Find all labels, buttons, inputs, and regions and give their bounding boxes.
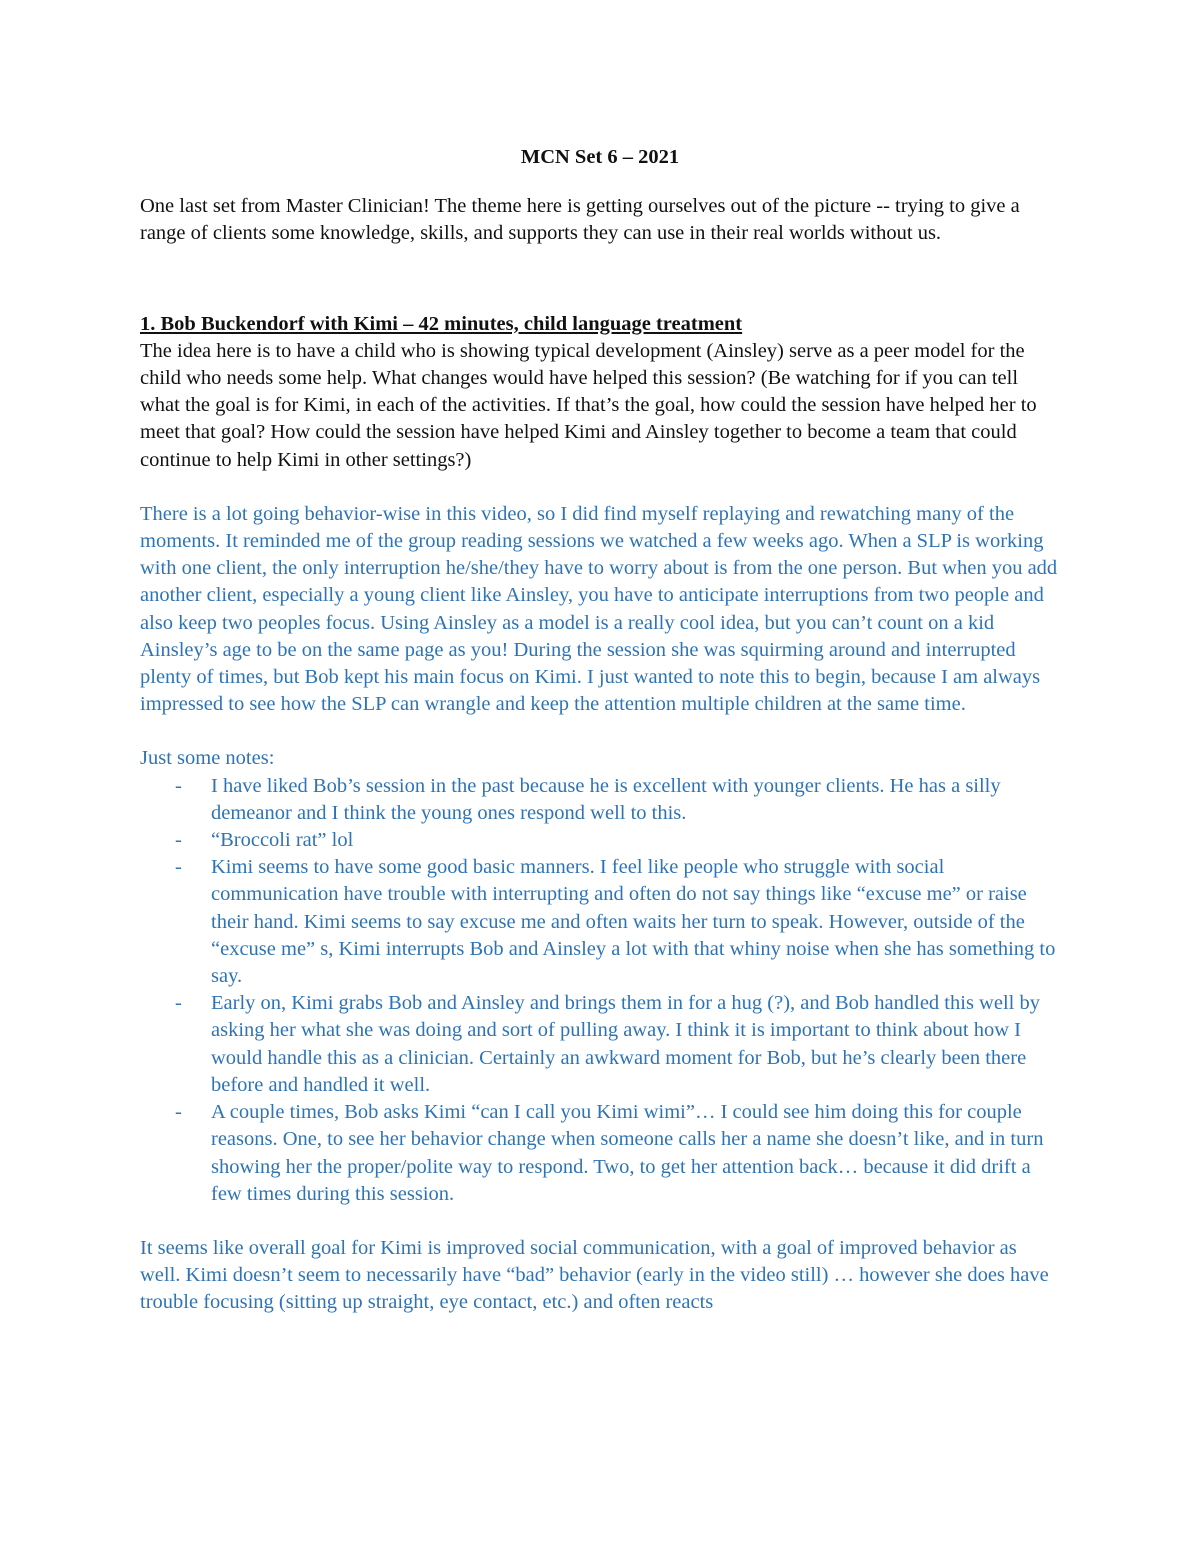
bullet-dash: - [175,829,182,852]
bullet-dash: - [175,992,182,1015]
notes-label: Just some notes: [140,747,275,770]
document-title: MCN Set 6 – 2021 [520,146,680,168]
list-item [140,854,1060,990]
list-item [140,990,1060,1099]
bullet-dash: - [175,774,182,797]
list-item-text: “Broccoli rat” lol [211,829,354,852]
list-item [140,1099,1060,1208]
section-prompt: The idea here is to have a child who is showing typical development (Ainsley) serve as a peer model for the child who needs some help. What changes would have helped this session? (Be watching for if you can tell what the goal is for Kimi, in each of the activities. If that’s the goal, how could the session have helped her to meet that goal? How could the session have helped Kimi and Ainsley together to become a team that could continue to help Kimi in other settings?) [140,339,1037,471]
list-item-text: A couple times, Bob asks Kimi “can I call you Kimi wimi”… I could see him doing this for couple reasons. One, to see her behavior change when someone calls her a name she doesn’t like, and in turn showing her the proper/polite way to respond. Two, to get her attention back… because it did drift a few times during this session. [211,1101,1044,1205]
intro-paragraph: One last set from Master Clinician! The theme here is getting ourselves out of the picture -- trying to give a range of clients some knowledge, skills, and supports they can use in their real worlds without us. [140,195,1020,245]
list-item-text: Early on, Kimi grabs Bob and Ainsley and brings them in for a hug (?), and Bob handled this well by asking her what she was doing and sort of pulling away. I think it is important to think about how I would handle this as a clinician. Certainly an awkward moment for Bob, but he’s clearly been there before and handled it well. [211,992,1040,1096]
list-item-text: Kimi seems to have some good basic manners. I feel like people who struggle with social communication have trouble with interrupting and often do not say things like “excuse me” or raise their hand. Kimi seems to say excuse me and often waits her turn to speak. However, outside of the “excuse me” s, Kimi interrupts Bob and Ainsley a lot with that whiny noise when she has something to say. [211,856,1056,988]
response-paragraph-2: It seems like overall goal for Kimi is improved social communication, with a goal of improved behavior as well. Kimi doesn’t seem to necessarily have “bad” behavior (early in the video still) … however she does have trouble focusing (sitting up straight, eye contact, etc.) and often reacts [140,1236,1049,1314]
response-paragraph-1: There is a lot going behavior-wise in this video, so I did find myself replaying and rewatching many of the moments. It reminded me of the group reading sessions we watched a few weeks ago. When a SLP is working with one client, the only interruption he/she/they have to worry about is from the one person. But when you add another client, especially a young client like Ainsley, you have to anticipate interruptions from two people and also keep two peoples focus. Using Ainsley as a model is a really cool idea, but you can’t count on a kid Ainsley’s age to be on the same page as you! During the session she was squirming around and interrupted plenty of times, but Bob kept his main focus on Kimi. I just wanted to note this to begin, because I am always impressed to see how the SLP can wrangle and keep the attention multiple children at the same time. [140,502,1058,716]
bullet-dash: - [175,856,182,879]
document-page [140,140,1060,1317]
list-item [140,773,1060,827]
bullet-dash: - [175,1101,182,1124]
notes-list [140,773,1060,1208]
section-heading: 1. Bob Buckendorf with Kimi – 42 minutes, child language treatment [140,312,743,335]
list-item-text: I have liked Bob’s session in the past because he is excellent with younger clients. He has a silly demeanor and I think the young ones respond well to this. [211,774,1001,824]
list-item [140,827,1060,854]
